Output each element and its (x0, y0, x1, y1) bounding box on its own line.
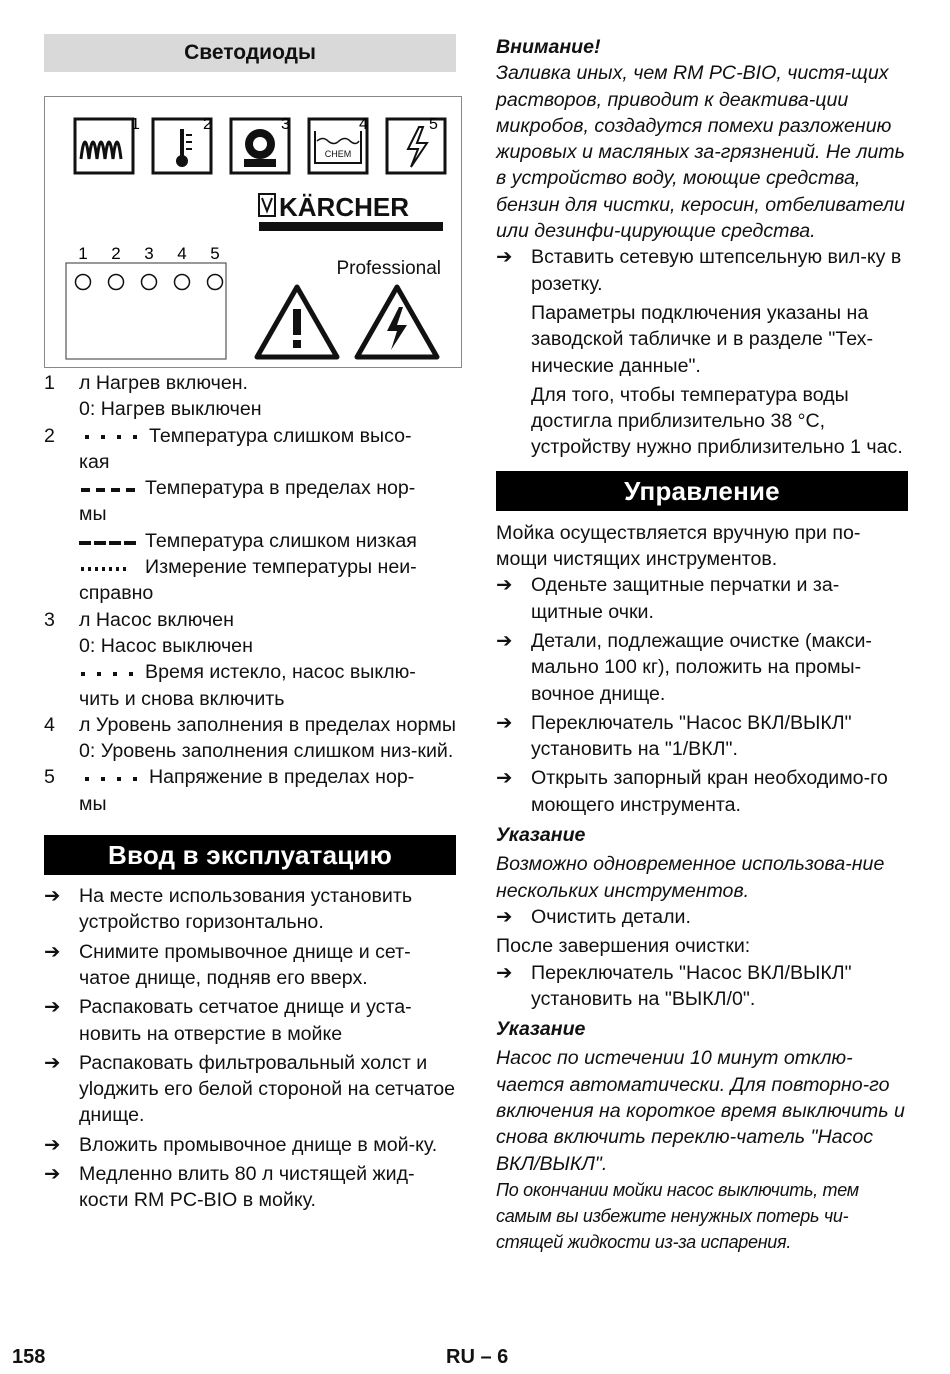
startup-section-title: Ввод в эксплуатацию (44, 835, 456, 875)
blink-slow-icon (79, 668, 137, 678)
led-4-indicator (175, 275, 190, 290)
led-description-list (44, 370, 456, 817)
startup-step: На месте использования установить устройство горизонтально. (79, 885, 413, 934)
pump-timeout-text: Время истекло, насос выклю- (145, 661, 416, 684)
note-1-text: Возможно одновременное использова-ние нескольких инструментов. (496, 853, 885, 902)
icon-number-1: 1 (131, 116, 140, 133)
control-panel-diagram (44, 96, 462, 368)
arrow-icon: ➔ (44, 885, 61, 908)
electrical-hazard-icon (357, 287, 437, 357)
heating-icon (75, 119, 133, 173)
level-low-text: 0: Уровень заполнения слишком низ-кий. (79, 740, 454, 763)
arrow-icon: ➔ (496, 961, 513, 984)
temp-low-text: Температура слишком низкая (145, 529, 417, 552)
note-2-small-text: По окончании мойки насос выключить, тем самым вы избежите ненужных потерь чи-стящей жидкости из-за испарения. (496, 1179, 859, 1252)
temp-normal-text-cont: мы (79, 503, 107, 526)
item-number: 1 (44, 372, 55, 394)
left-column (44, 34, 456, 1214)
startup-step: Распаковать фильтровальный холст и уloджить его белой стороной на сетчатое днище. (79, 1051, 456, 1127)
blink-slow-icon (83, 773, 141, 783)
temp-error-text: Измерение температуры неи- (145, 556, 417, 579)
led-section-title: Светодиоды (44, 34, 456, 72)
startup-steps (44, 883, 456, 1214)
professional-label: Professional (336, 258, 441, 279)
arrow-icon: ➔ (496, 767, 513, 790)
arrow-icon: ➔ (496, 905, 513, 928)
operation-step: Детали, подлежащие очистке (макси-мально 100 кг), положить на промы-вочное днище. (531, 629, 872, 705)
blink-medium-icon (79, 484, 137, 494)
arrow-icon: ➔ (44, 1133, 61, 1156)
warning-icon (257, 287, 337, 357)
led-number-1: 1 (78, 244, 88, 263)
led-number-5: 5 (210, 244, 220, 263)
operation-section-title: Управление (496, 471, 908, 511)
startup-step: Снимите промывочное днище и сет-чатое днище, подняв его вверх. (79, 940, 411, 989)
led-1-indicator (76, 275, 91, 290)
icon-number-2: 2 (203, 116, 212, 133)
startup-step: Распаковать сетчатое днище и уста-новить на отверстие в мойке (79, 996, 412, 1045)
arrow-icon: ➔ (496, 574, 513, 597)
pump-off-text: 0: Насос выключен (79, 634, 253, 657)
temp-high-text-cont: кая (79, 450, 110, 473)
plug-paragraph-2: Для того, чтобы температура воды достигла приблизительно 38 °C, устройству нужно приблизительно 1 час. (531, 383, 903, 459)
plug-paragraph-1: Параметры подключения указаны на заводской табличке и в разделе "Тех-нические данные". (531, 301, 873, 377)
voltage-ok-text: Напряжение в пределах нор- (149, 766, 415, 789)
item-number: 5 (44, 766, 55, 789)
temp-normal-text: Температура в пределах нор- (145, 477, 416, 500)
right-column (496, 34, 908, 1255)
led-number-3: 3 (144, 244, 154, 263)
led-number-4: 4 (177, 244, 187, 263)
pump-timeout-text-cont: чить и снова включить (79, 687, 285, 710)
led1-on-text: л Нагрев включен. (79, 372, 248, 394)
clean-step: Очистить детали. (531, 905, 691, 928)
led-box (66, 263, 226, 359)
voltage-ok-text-cont: мы (79, 792, 107, 815)
icon-number-3: 3 (281, 116, 290, 133)
operation-block (496, 520, 908, 1255)
note-1-title: Указание (496, 824, 586, 847)
arrow-icon: ➔ (44, 1163, 61, 1186)
after-clean-text: После завершения очистки: (496, 935, 751, 958)
led-number-2: 2 (111, 244, 121, 263)
startup-step: Медленно влить 80 л чистящей жид-кости RM PC-BIO в мойку. (79, 1163, 415, 1212)
arrow-icon: ➔ (44, 996, 61, 1019)
level-ok-text: л Уровень заполнения в пределах нормы (79, 713, 456, 736)
arrow-icon: ➔ (496, 246, 513, 269)
led1-off-text: 0: Нагрев выключен (79, 398, 262, 421)
brand-name: KÄRCHER (279, 192, 409, 222)
warning-text: Заливка иных, чем RM PC-BIO, чистя-щих растворов, приводит к деактива-ции микробов, создадутся помехи разложению жировых и масляных за-грязнений. Не лить в устройство воду, моющие средства, бензин для чистки, керосин, отбеливатели или дезинфи-цирующие средства. (496, 62, 905, 243)
arrow-icon: ➔ (496, 711, 513, 734)
arrow-icon: ➔ (44, 1051, 61, 1074)
off-step: Переключатель "Насос ВКЛ/ВЫКЛ" установить на "ВЫКЛ/0". (531, 961, 852, 1010)
arrow-icon: ➔ (44, 940, 61, 963)
icon-number-5: 5 (429, 116, 438, 133)
blink-fast-icon (79, 563, 137, 573)
item-number: 3 (44, 608, 55, 631)
note-2-text: Насос по истечении 10 минут отклю-чается автоматически. Для повторно-го включения на короткое время выключить и снова включить переклю-чатель "Насос ВКЛ/ВЫКЛ". (496, 1047, 905, 1175)
item-number: 4 (44, 713, 55, 736)
arrow-icon: ➔ (496, 629, 513, 652)
led-5-indicator (208, 275, 223, 290)
icon-number-4: 4 (359, 116, 368, 133)
startup-step: Вложить промывочное днище в мой-ку. (79, 1133, 438, 1156)
karcher-logo (259, 192, 443, 231)
blink-long-icon (79, 537, 137, 547)
plug-step: Вставить сетевую штепсельную вил-ку в розетку. (531, 246, 902, 295)
chem-label: CHEM (324, 149, 352, 159)
led-3-indicator (142, 275, 157, 290)
section-page-label: RU – 6 (446, 1346, 509, 1368)
blink-slow-icon (83, 431, 141, 441)
item-number: 2 (44, 424, 55, 447)
temp-error-text-cont: справно (79, 582, 154, 605)
page-number: 158 (12, 1346, 46, 1368)
operation-step: Открыть запорный кран необходимо-го моющего инструмента. (531, 767, 888, 816)
note-2-title: Указание (496, 1018, 586, 1041)
pump-on-text: л Насос включен (79, 608, 234, 631)
operation-step: Переключатель "Насос ВКЛ/ВЫКЛ" установить на "1/ВКЛ". (531, 711, 852, 761)
operation-intro: Мойка осуществляется вручную при по-мощи чистящих инструментов. (496, 521, 861, 571)
warning-title: Внимание! (496, 36, 601, 58)
temp-high-text: Температура слишком высо- (149, 424, 412, 447)
control-panel-drawing (45, 97, 461, 367)
led-2-indicator (109, 275, 124, 290)
warning-block (496, 34, 908, 461)
operation-step: Оденьте защитные перчатки и за-щитные очки. (531, 574, 840, 623)
